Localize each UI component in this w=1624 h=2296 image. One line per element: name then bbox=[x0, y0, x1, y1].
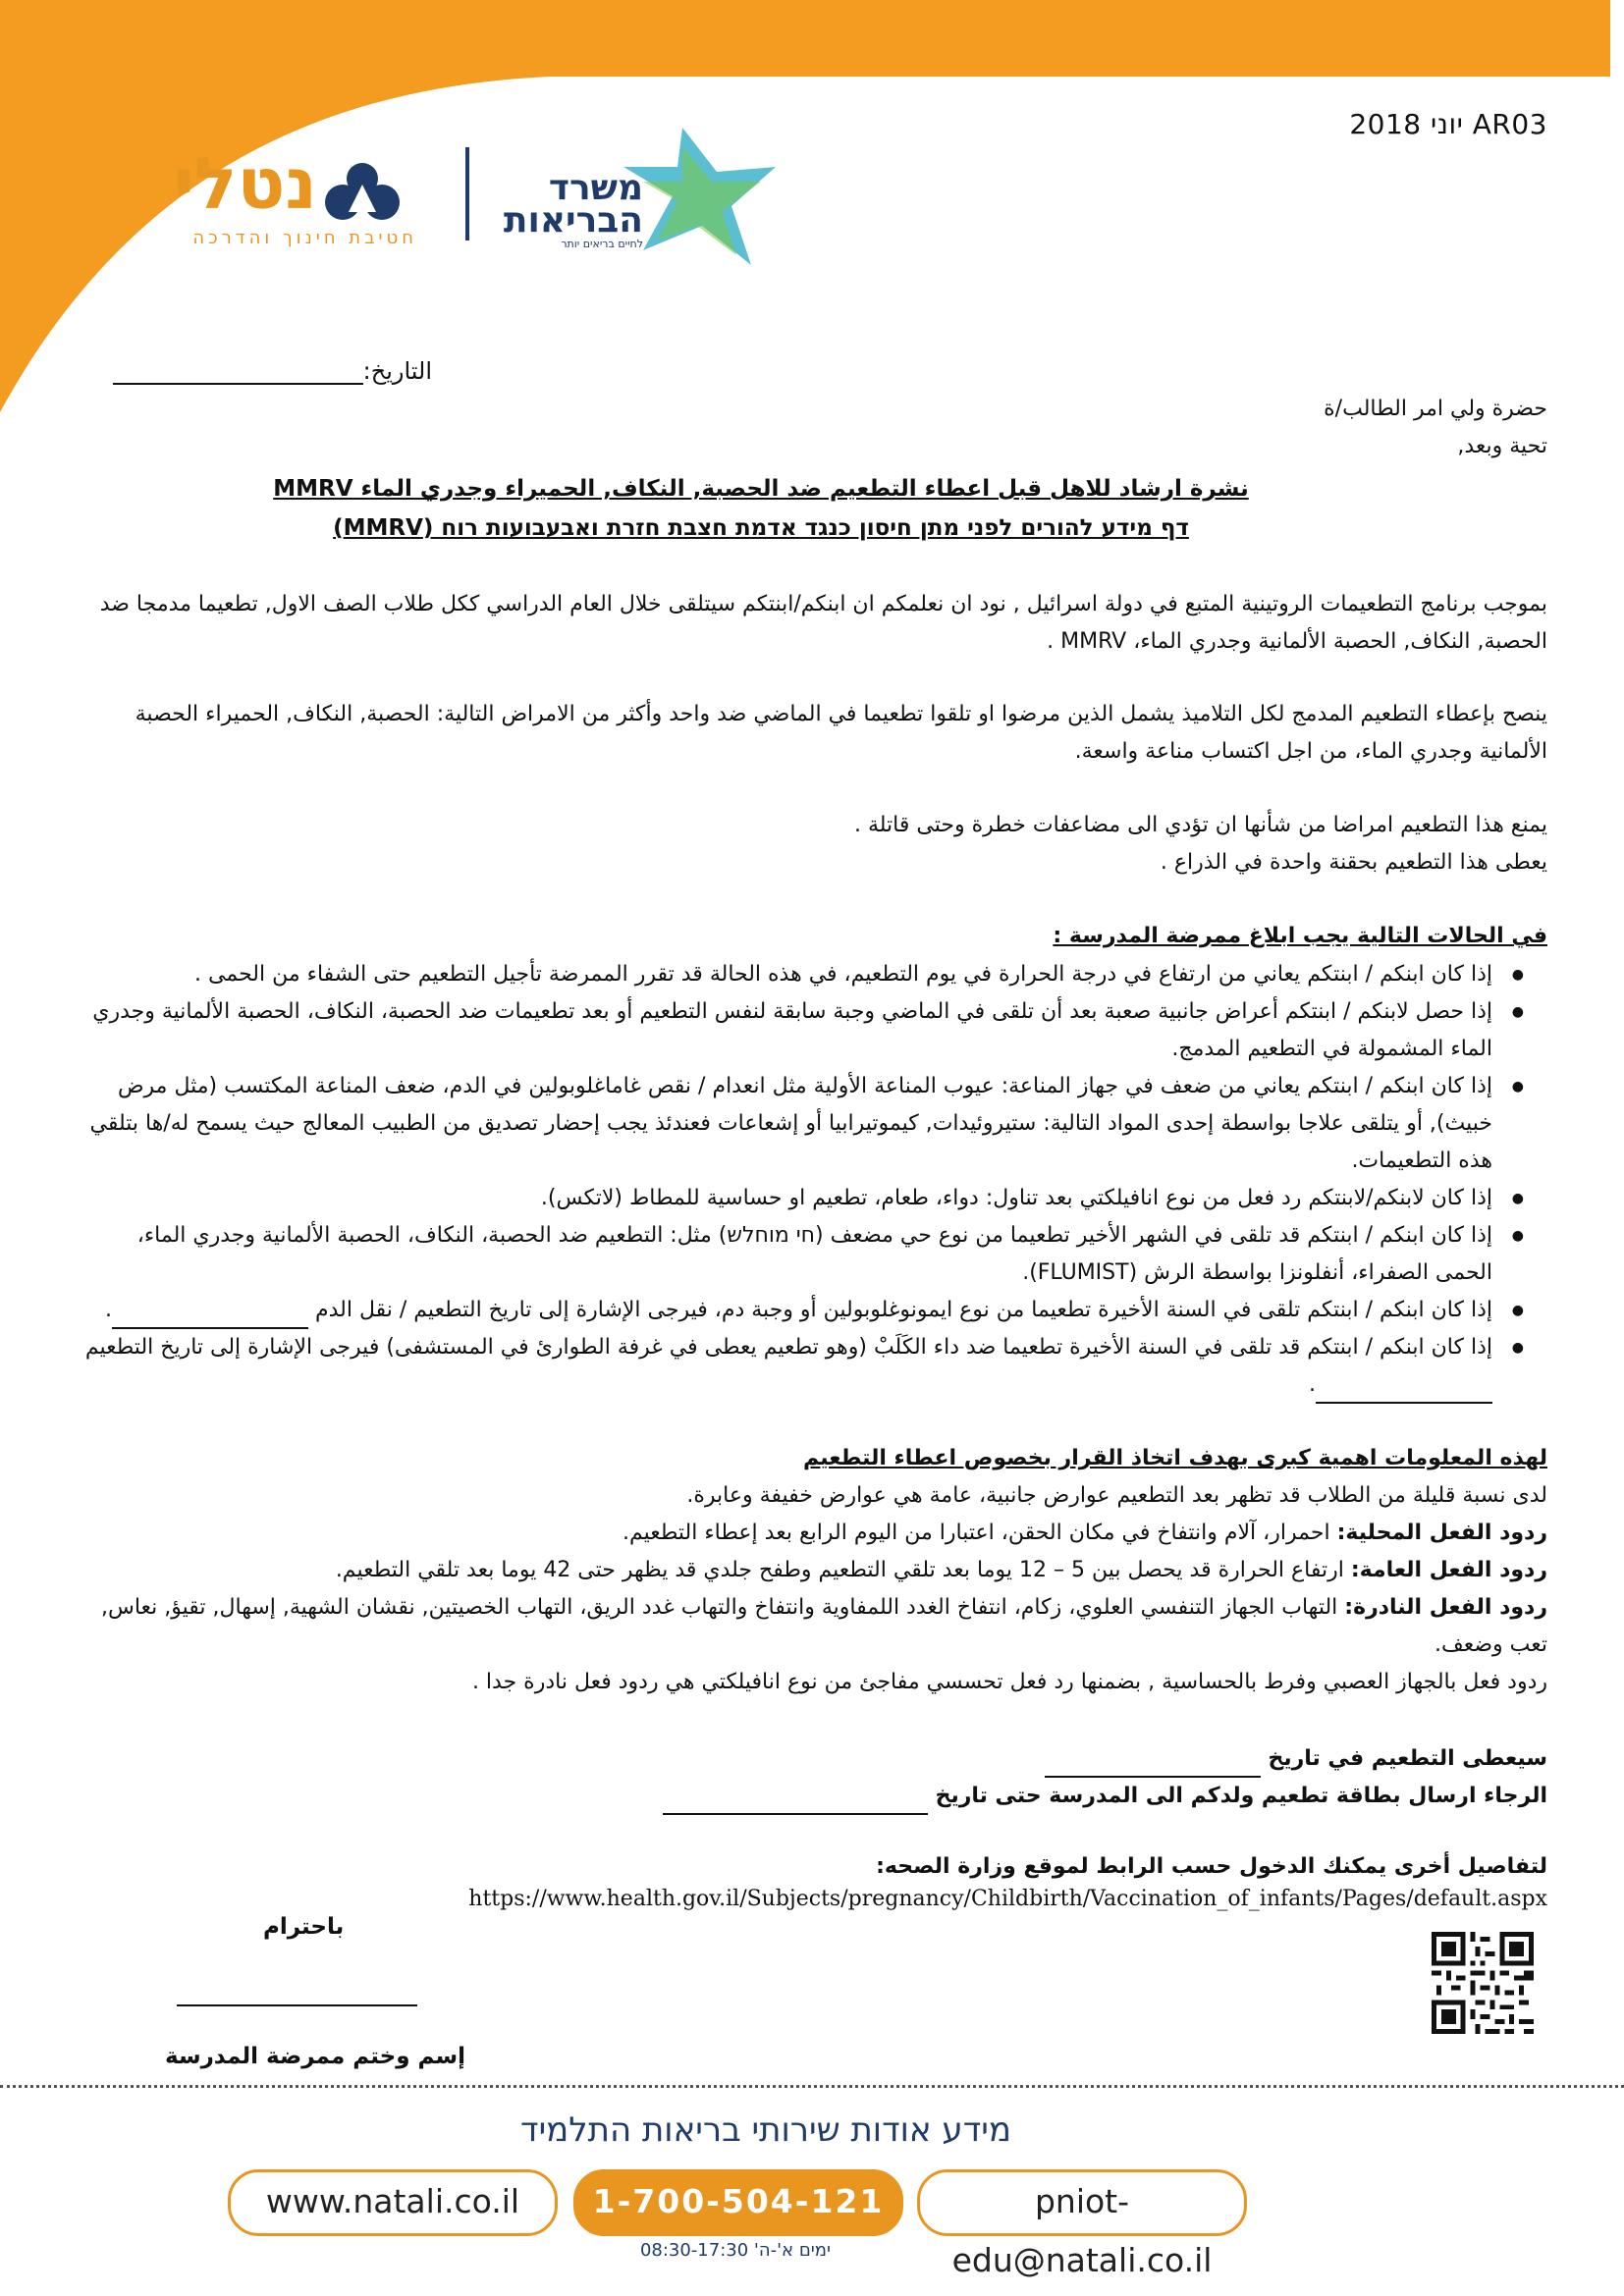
side-effects-rare bbox=[75, 1589, 1547, 1664]
notify-heading: في الحالات التالية يجب ابلاغ ممرضة المدرسة : bbox=[1053, 924, 1547, 948]
list-item-text: إذا كان ابنكم / ابنتكم يعاني من ارتفاع في درجة الحرارة في يوم التطعيم، في هذه الحالة قد تقرر الممرضة تأجيل التطعيم حتى الشفاء من الحمى . bbox=[194, 962, 1492, 987]
schedule-section bbox=[75, 1740, 1547, 1815]
health-ministry-link[interactable]: https://www.health.gov.il/Subjects/pregnancy/Childbirth/Vaccination_of_infants/Pages/default.aspx bbox=[468, 1887, 1547, 1911]
document-code: AR03 יוני 2018 bbox=[1349, 108, 1547, 140]
nurse-signature-label: إسم وختم ممرضة المدرسة bbox=[165, 2044, 466, 2069]
qr-code-icon[interactable] bbox=[1432, 1932, 1534, 2034]
natali-tagline: חטיבת חינוך והדרכה bbox=[192, 228, 417, 248]
side-effects-closing: ردود فعل بالجهاز العصبي وفرط بالحساسية , بضمنها رد فعل تحسسي مفاجئ من نوع انافيلكتي هي ردود فعل نادرة جدا . bbox=[471, 1670, 1547, 1694]
paragraph-recommendation: ينصح بإعطاء التطعيم المدمج لكل التلاميذ يشمل الذين مرضوا او تلقوا تطعيما في الماضي ضد واحد وأكثر من الامراض التالية: الحصبة, النكاف, الحميراء الحصبة الألمانية وجدري الماء، من اجل اكتساب مناعة واسعة. bbox=[135, 702, 1547, 764]
send-card-label: الرجاء ارسال بطاقة تطعيم ولدكم الى المدرسة حتى تاريخ bbox=[935, 1784, 1547, 1808]
date-blank-line[interactable] bbox=[113, 353, 363, 385]
rabies-date-blank[interactable] bbox=[1316, 1378, 1492, 1404]
phone-number[interactable]: 1-700-504-121 bbox=[573, 2169, 903, 2236]
service-hours: ימים א'-ה' 08:30-17:30 bbox=[639, 2240, 832, 2261]
rare-label: ردود الفعل النادرة: bbox=[1344, 1595, 1547, 1620]
ministry-name-line2: הבריאות bbox=[503, 200, 643, 240]
notify-list bbox=[75, 956, 1547, 1404]
ministry-star-icon bbox=[623, 128, 781, 275]
greeting bbox=[860, 391, 1547, 465]
list-item-text: إذا كان ابنكم / ابنتكم تلقى في السنة الأخيرة تطعيما من نوع ايمونوغلوبولين أو وجبة دم، فيرجى الإشارة إلى تاريخ التطعيم / نقل الدم bbox=[315, 1298, 1492, 1322]
regards-text: باحترام bbox=[263, 1914, 345, 1940]
logo-divider bbox=[465, 147, 469, 240]
vaccine-date-label: سيعطى التطعيم في تاريخ bbox=[1268, 1746, 1547, 1771]
list-item bbox=[75, 1180, 1524, 1217]
date-label: التاريخ: bbox=[362, 357, 432, 385]
ministry-of-health-logo bbox=[503, 128, 781, 275]
document-titles bbox=[226, 469, 1296, 548]
natali-emblem-icon bbox=[321, 157, 404, 224]
info-heading: لهذه المعلومات اهمية كبرى بهدف اتخاذ القرار بخصوص اعطاء التطعيم bbox=[803, 1446, 1547, 1470]
ministry-tagline: לחיים בריאים יותר bbox=[561, 238, 643, 250]
natali-wordmark: נטלי bbox=[173, 142, 317, 225]
side-effects-intro: لدى نسبة قليلة من الطلاب قد تظهر بعد التطعيم عوارض جانبية، عامة هي عوارض خفيفة وعابرة. bbox=[686, 1483, 1547, 1508]
side-effects-section bbox=[75, 1477, 1547, 1701]
side-effects-general bbox=[75, 1552, 1547, 1589]
paragraph-program: بموجب برنامج التطعيمات الروتينية المتبع في دولة اسرائيل , نود ان نعلمكم ان ابنكم/ابنتكم سيتلقى خلال العام الدراسي ككل طلاب الصف الاول, تطعيما مدمجا ضد الحصبة, النكاف, الحصبة الألمانية وجدري الماء، MMRV . bbox=[99, 592, 1547, 654]
list-item bbox=[75, 956, 1524, 993]
paragraph-prevention-line2: يعطى هذا التطعيم بحقنة واحدة في الذراع . bbox=[1160, 850, 1547, 875]
title-hebrew: דף מידע להורים לפני מתן חיסון כנגד אדמת חצבת חזרת ואבעבועות רוח (MMRV) bbox=[333, 515, 1189, 541]
local-text: احمرار، آلام وانتفاخ في مكان الحقن، اعتبارا من اليوم الرابع بعد إعطاء التطعيم. bbox=[622, 1521, 1337, 1545]
send-card-date-blank[interactable] bbox=[663, 1789, 928, 1815]
list-item: ● إذا كان ابنكم / ابنتكم تلقى في السنة الأخيرة تطعيما من نوع ايمونوغلوبولين أو وجبة دم، فيرجى الإشارة إلى تاريخ التطعيم / نقل الدم . bbox=[75, 1292, 1524, 1329]
list-item: ● إذا كان ابنكم / ابنتكم قد تلقى في السنة الأخيرة تطعيما ضد داء الكَلَبْ (وهو تطعيم يعطى في غرفة الطوارئ في المستشفى) فيرجى الإشارة إلى تاريخ التطعيم . bbox=[75, 1329, 1524, 1404]
natali-logo bbox=[142, 137, 427, 255]
email-link[interactable]: pniot-edu@natali.co.il bbox=[917, 2169, 1247, 2236]
greeting-line1: حضرة ولي امر الطالب/ة bbox=[1324, 397, 1547, 421]
side-effects-local bbox=[75, 1515, 1547, 1552]
footer-divider bbox=[0, 2085, 1624, 2088]
details-heading: لتفاصيل أخرى يمكنك الدخول حسب الرابط لموقع وزارة الصحه: bbox=[876, 1854, 1547, 1879]
list-item-text: إذا حصل لابنكم / ابنتكم أعراض جانبية صعبة بعد أن تلقى في الماضي وجبة سابقة لنفس التطعيم أو بعد تطعيمات ضد الحصبة، النكاف، الحصبة الألمانية وجدري الماء المشمولة في التطعيم المدمج. bbox=[92, 999, 1492, 1061]
paragraph-prevention-line1: يمنع هذا التطعيم امراضا من شأنها ان تؤدي الى مضاعفات خطرة وحتى قاتلة . bbox=[853, 813, 1547, 837]
local-label: ردود الفعل المحلية: bbox=[1336, 1521, 1547, 1545]
list-item-text: إذا كان ابنكم / ابنتكم يعاني من ضعف في جهاز المناعة: عيوب المناعة الأولية مثل انعدام / نقص غاماغلوبولين في الدم، ضعف المناعة المكتسب (مثل مرض خبيث), أو يتلقى علاجا بواسطة إحدى المواد التالية: ستيروئيدات, كيموتيرابيا أو إشعاعات فعندئذ يجب إحضار تصديق من الطبيب المعالج حيث يسمح له/ها بتلقي هذه التطعيمات. bbox=[89, 1074, 1492, 1173]
list-item bbox=[75, 993, 1524, 1068]
vaccine-date-blank[interactable] bbox=[1045, 1752, 1261, 1778]
general-label: ردود الفعل العامة: bbox=[1350, 1558, 1547, 1582]
greeting-line2: تحية وبعد, bbox=[1457, 434, 1547, 458]
send-card-line bbox=[75, 1778, 1547, 1815]
list-item bbox=[75, 1217, 1524, 1292]
vaccine-date-line bbox=[75, 1740, 1547, 1778]
website-link[interactable]: www.natali.co.il bbox=[228, 2169, 558, 2236]
list-item-text: إذا كان لابنكم/لابنتكم رد فعل من نوع انافيلكتي بعد تناول: دواء، طعام، تطعيم او حساسية للمطاط (لاتكس). bbox=[540, 1186, 1492, 1210]
title-arabic: نشرة ارشاد للاهل قبل اعطاء التطعيم ضد الحصبة, النكاف, الحميراء وجدري الماء MMRV bbox=[273, 476, 1249, 502]
date-field[interactable] bbox=[98, 353, 432, 385]
rare-text: التهاب الجهاز التنفسي العلوي، زكام، انتفاخ الغدد اللمفاوية وانتفاخ والتهاب غدد الريق، التهاب الخصيتين, نقشان الشهية, إسهال, تقيؤ, نعاس, تعب وضعف. bbox=[100, 1595, 1547, 1657]
ministry-name-line1: משרד bbox=[548, 168, 643, 208]
general-text: ارتفاع الحرارة قد يحصل بين 5 – 12 يوما بعد تلقي التطعيم وطفح جلدي قد يظهر حتى 42 يوما بعد تلقي التطعيم. bbox=[335, 1558, 1351, 1582]
blood-transfusion-date-blank[interactable] bbox=[112, 1304, 308, 1329]
list-item bbox=[75, 1068, 1524, 1180]
signature-line[interactable] bbox=[177, 2004, 417, 2006]
list-item-text: إذا كان ابنكم / ابنتكم قد تلقى في الشهر الأخير تطعيما من نوع حي مضعف (חי מוחלש) مثل: التطعيم ضد الحصبة، النكاف، الحصبة الألمانية وجدري الماء، الحمى الصفراء، أنفلونزا بواسطة الرش (FLUMIST). bbox=[136, 1223, 1492, 1285]
list-item-text: إذا كان ابنكم / ابنتكم قد تلقى في السنة الأخيرة تطعيما ضد داء الكَلَبْ (وهو تطعيم يعطى في غرفة الطوارئ في المستشفى) فيرجى الإشارة إلى تاريخ التطعيم bbox=[84, 1335, 1492, 1360]
footer-title: מידע אודות שירותי בריאות התלמיד bbox=[520, 2110, 1011, 2150]
paragraph-prevention bbox=[75, 807, 1547, 881]
